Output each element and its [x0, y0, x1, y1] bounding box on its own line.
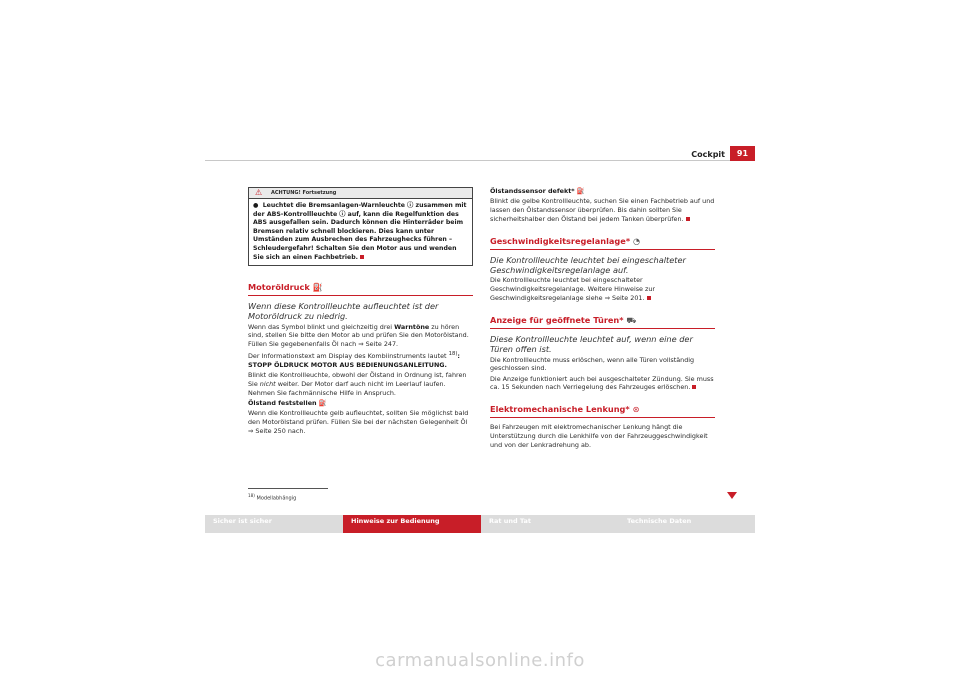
doors-intro: Diese Kontrollleuchte leuchtet auf, wenn eine der Türen offen ist. — [490, 333, 693, 354]
header-rule — [205, 160, 730, 161]
nav-tab-advice[interactable]: Rat und Tat — [481, 515, 619, 533]
bullet-icon: ● — [253, 202, 259, 209]
section-heading-open-doors: Anzeige für geöffnete Türen* ⛟ — [490, 316, 715, 329]
cruise-text: Die Kontrollleuchte leuchtet bei eingeschalteter Geschwindigkeitsregelanlage. Weitere Hinweise zur Geschwindigkeitsregelanlage siehe ⇒ Seite 201. — [490, 276, 656, 302]
oil-pressure-intro: Wenn diese Kontrollleuchte aufleuchtet ist der Motoröldruck zu niedrig. — [248, 300, 439, 322]
nav-tab-safety[interactable]: Sicher ist sicher — [205, 515, 343, 533]
nav-tab-technical-data[interactable]: Technische Daten — [619, 515, 755, 533]
warning-box-header — [249, 188, 472, 199]
page-number-badge: 91 — [730, 146, 755, 161]
warning-heading: ACHTUNG! Fortsetzung — [271, 190, 337, 196]
warning-triangle-icon: ⚠ — [255, 188, 263, 197]
page-header-title: Cockpit — [691, 150, 725, 159]
oil-can-icon: ⛽ — [318, 399, 327, 408]
cruise-intro: Die Kontrollleuchte leuchtet bei eingeschalteter Geschwindigkeitsregelanlage auf. — [490, 254, 686, 275]
section-heading-oil-pressure: Motoröldruck ⛽ — [248, 283, 473, 296]
oil-level-paragraph: Wenn die Kontrollleuchte gelb aufleuchtet, sollten Sie möglichst bald den Motorölstand prüfen. Füllen Sie bei der nächsten Gelegenheit Öl ⇒ Seite 250 nach. — [248, 409, 469, 435]
right-column — [490, 187, 715, 451]
oil-pressure-paragraph-2: Der Informationstext am Display des Kombiinstruments lautet $^{18)}$: STOPP ÖLDRUCK MOTOR AUS BEDIENUNGSANLEITUNG. — [248, 351, 460, 370]
steering-wheel-icon: ⊛ — [632, 404, 640, 415]
steering-text: Bei Fahrzeugen mit elektromechanischer Lenkung hängt die Unterstützung durch die Lenkhilfe von der Fahrzeuggeschwindigkeit und von der Lenkradrehung ab. — [490, 423, 708, 449]
end-mark-icon — [647, 296, 651, 300]
footnote-rule — [248, 488, 328, 489]
oil-can-icon: ⛽ — [312, 282, 323, 293]
end-mark-icon — [686, 217, 690, 221]
watermark: carmanualsonline.info — [375, 650, 585, 671]
oil-sensor-text: Blinkt die gelbe Kontrollleuchte, suchen Sie einen Fachbetrieb auf und lassen den Ölstandssensor überprüfen. Bis dahin sollten Sie sicherheitshalber den Ölstand bei jedem Tanken überprüfen. — [490, 197, 715, 223]
warning-box — [248, 187, 473, 266]
end-mark-icon — [692, 385, 696, 389]
oil-sensor-heading: Ölstandssensor defekt* ⛽ — [490, 187, 585, 195]
section-heading-cruise-control: Geschwindigkeitsregelanlage* ◔ — [490, 237, 715, 250]
nav-tab-operation[interactable]: Hinweise zur Bedienung — [343, 515, 481, 533]
doors-paragraph-1: Die Kontrollleuchte muss erlöschen, wenn alle Türen vollständig geschlossen sind. — [490, 355, 695, 373]
oil-level-subheading: Ölstand feststellen ⛽ — [248, 399, 327, 408]
car-door-icon: ⛟ — [626, 315, 637, 326]
warning-body: Leuchtet die Bremsanlagen-Warnleuchte ⓘ zusammen mit der ABS-Kontrollleuchte ⓘ auf, kann die Regelfunktion des ABS ausgefallen sein. Dadurch können die Hinterräder beim Bremsen relativ schnell blockieren. Dies kann unter Umständen zum Ausbrechen des Fahrzeughecks führen – Schleudergefahr! Schalten Sie den Motor aus und wenden Sie sich an einen Fachbetrieb. — [253, 202, 467, 261]
footnote: $^{18)}$ Modellabhängig — [248, 493, 297, 502]
speedometer-icon: ◔ — [632, 235, 641, 246]
left-column — [248, 187, 473, 437]
oil-pressure-paragraph-3: Blinkt die Kontrollleuchte, obwohl der Ölstand in Ordnung ist, fahren Sie nicht weiter. Der Motor darf auch nicht im Leerlauf laufen. Nehmen Sie fachmännische Hilfe in Anspruch. — [248, 371, 467, 397]
oil-pressure-paragraph-1: Wenn das Symbol blinkt und gleichzeitig drei Warntöne zu hören sind, stellen Sie bitte den Motor ab und prüfen Sie den Motorölstand. Füllen Sie gegebenenfalls Öl nach ⇒ Seite 247. — [248, 322, 469, 349]
end-mark-icon — [360, 255, 364, 259]
next-page-arrow-icon[interactable] — [727, 492, 737, 499]
oil-can-icon: ⛽ — [576, 187, 585, 195]
doors-paragraph-2: Die Anzeige funktioniert auch bei ausgeschalteter Zündung. Sie muss ca. 15 Sekunden nach Verriegelung des Fahrzeuges erlöschen. — [490, 374, 714, 392]
section-heading-steering: Elektromechanische Lenkung* ⊛ — [490, 405, 715, 418]
warning-text — [249, 199, 472, 265]
